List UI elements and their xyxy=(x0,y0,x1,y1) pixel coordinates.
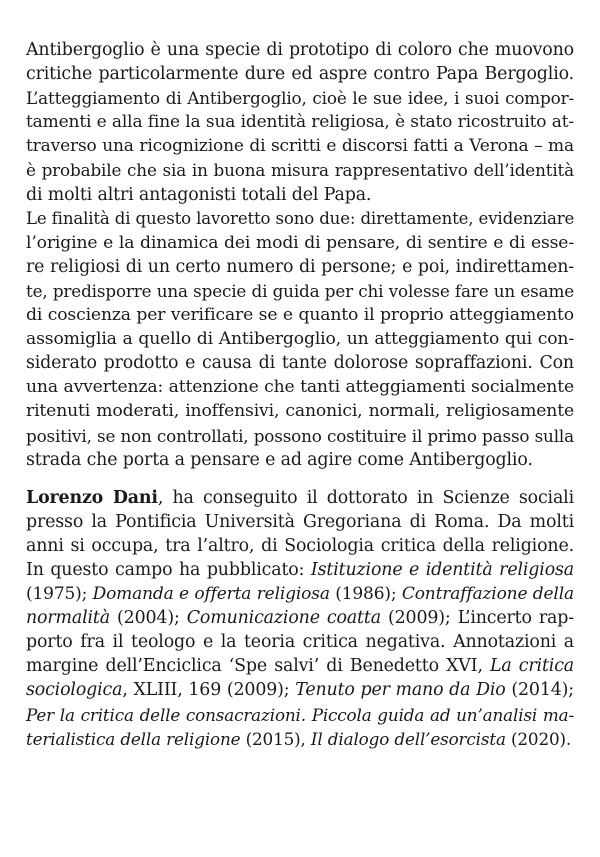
text-line: assomiglia a quello di Antibergoglio, un atteggiamento qui con- xyxy=(26,329,574,350)
text-line: Antibergoglio è una specie di prototipo di coloro che muovono xyxy=(26,40,574,60)
paragraph-spacer xyxy=(26,472,574,486)
text-run: (2015), xyxy=(240,728,311,749)
text-run: (1975); xyxy=(26,584,93,605)
text-run: (2004); xyxy=(109,608,187,629)
text-line: di molti altri antagonisti totali del Papa. xyxy=(26,184,372,205)
text-line: L’atteggiamento di Antibergoglio, cioè le sue idee, i suoi compor- xyxy=(26,88,574,109)
text-run: (2009); L’incerto rap- xyxy=(380,608,574,629)
text-run: (2014); xyxy=(505,680,574,701)
text-line xyxy=(26,558,574,582)
text-line: è probabile che sia in buona misura rappresentativo dell’identità xyxy=(26,160,574,181)
journal-title: sociologica xyxy=(26,680,123,701)
text-line: l’origine e la dinamica dei modi di pensare, di sentire e di esse- xyxy=(26,232,574,253)
text-line: di coscienza per verificare se e quanto il proprio atteggiamento xyxy=(26,305,574,326)
intro-paragraph xyxy=(26,38,574,207)
text-line xyxy=(26,654,574,678)
text-line: una avvertenza: attenzione che tanti atteggiamenti socialmente xyxy=(26,377,574,398)
text-line: Per la critica delle consacrazioni. Piccola guida ad un’analisi ma- xyxy=(26,704,574,725)
text-line: anni si occupa, tra l’altro, di Sociologia critica della religione. xyxy=(26,535,574,556)
book-title: Tenuto per mano da Dio xyxy=(295,680,506,701)
text-line: ritenuti moderati, inoffensivi, canonici, normali, religiosamente xyxy=(26,401,574,422)
author-bio xyxy=(26,486,574,751)
text-line: positivi, se non controllati, possono costituire il primo passo sulla xyxy=(26,425,574,446)
text-line: presso la Pontificia Università Gregoriana di Roma. Da molti xyxy=(26,511,574,532)
book-title: Domanda e offerta religiosa xyxy=(92,584,330,605)
text-run: (1986); xyxy=(329,584,402,605)
text-line: Le finalità di questo lavoretto sono due: direttamente, evidenziare xyxy=(26,208,575,228)
text-line xyxy=(26,678,574,702)
book-title: normalità xyxy=(26,608,110,629)
text-run: , ha conseguito il dottorato in Scienze sociali xyxy=(157,487,574,508)
book-title: Contraffazione della xyxy=(401,584,574,605)
text-run: In questo campo ha pubblicato: xyxy=(26,559,311,580)
text-line xyxy=(26,486,574,510)
text-line: porto fra il teologo e la teoria critica negativa. Annotazioni a xyxy=(26,632,574,653)
text-line: te, predisporre una specie di guida per chi volesse fare un esame xyxy=(26,280,574,301)
text-line xyxy=(26,582,574,606)
book-title: Il dialogo dell’esorcista xyxy=(310,728,506,749)
book-title: terialistica della religione xyxy=(26,728,241,749)
book-back-cover-text xyxy=(26,38,574,751)
text-line: critiche particolarmente dure ed aspre contro Papa Bergoglio. xyxy=(26,64,574,85)
book-title: Comunicazione coatta xyxy=(186,608,381,629)
journal-title: La critica xyxy=(490,656,575,677)
text-line: tamenti e alla fine la sua identità religiosa, è stato ricostruito at- xyxy=(26,112,574,133)
text-line: traverso una ricognizione di scritti e discorsi fatti a Verona – ma xyxy=(26,136,574,157)
book-title: Istituzione e identità religiosa xyxy=(310,559,575,580)
text-run: , XLIII, 169 (2009); xyxy=(122,680,296,701)
text-line xyxy=(26,606,574,630)
text-line: re religiosi di un certo numero di persone; e poi, indirettamen- xyxy=(26,256,574,277)
text-run: (2020). xyxy=(505,728,572,749)
text-line xyxy=(26,727,574,751)
purpose-paragraph xyxy=(26,207,574,472)
text-run: margine dell’Enciclica ‘Spe salvi’ di Benedetto XVI, xyxy=(26,656,490,677)
text-line: strada che porta a pensare e ad agire come Antibergoglio. xyxy=(26,449,533,470)
text-line: siderato prodotto e causa di tante dolorose sopraffazioni. Con xyxy=(26,353,574,374)
author-name: Lorenzo Dani xyxy=(26,487,158,508)
